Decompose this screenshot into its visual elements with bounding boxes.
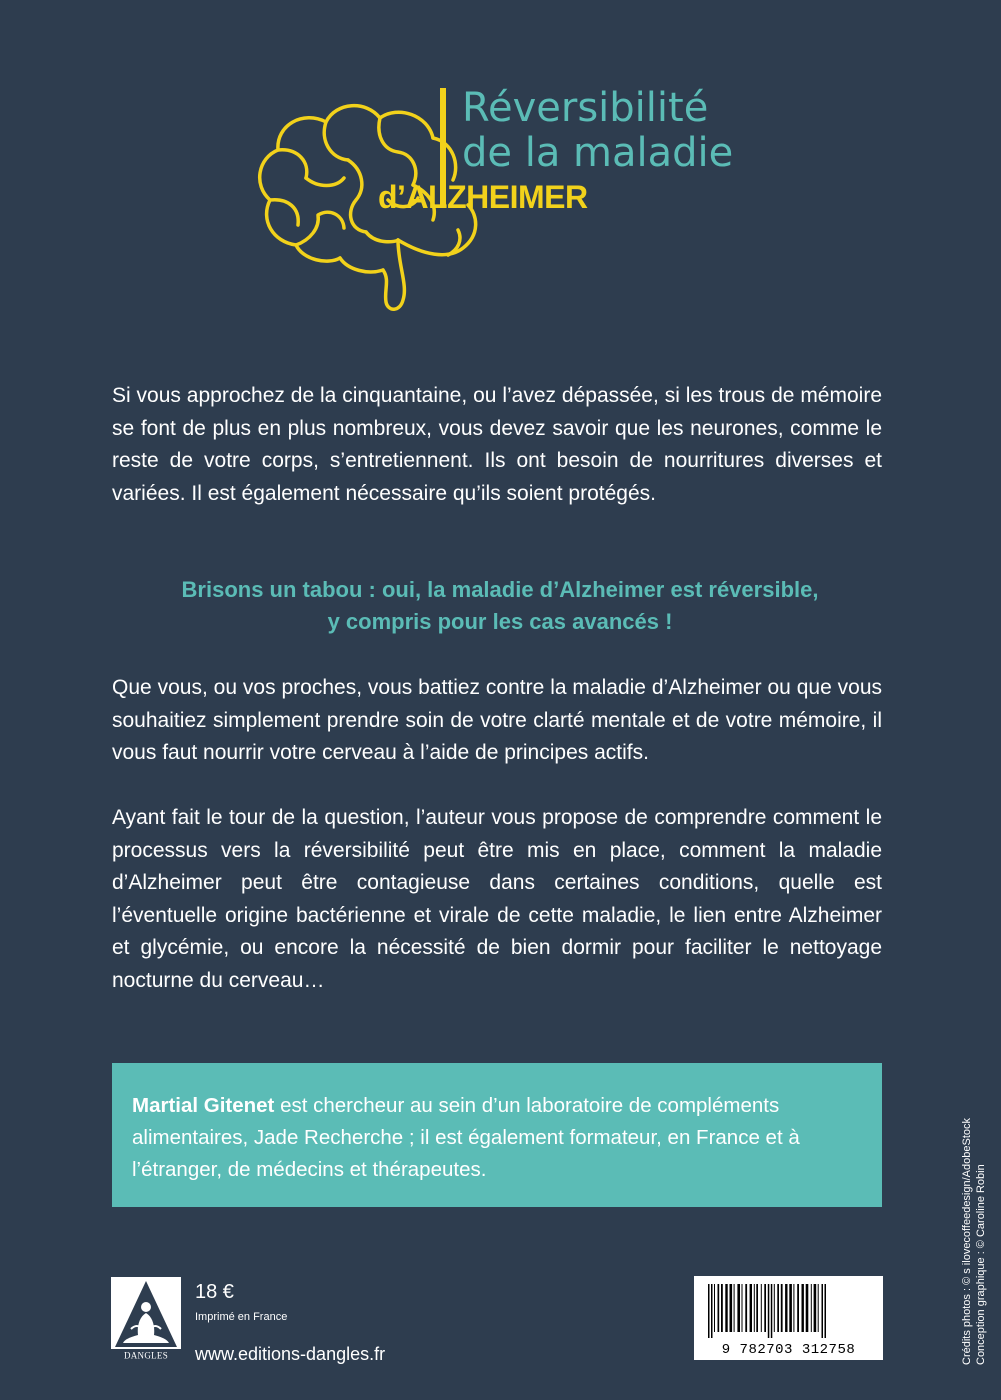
barcode-bar [789,1284,792,1332]
barcode-bar [814,1284,817,1332]
barcode-bar [745,1284,747,1332]
barcode-bar [825,1284,827,1338]
barcode-bar [714,1284,715,1332]
barcode-bar [785,1284,787,1332]
barcode-bars [706,1284,871,1338]
barcode-bar [793,1284,794,1332]
barcode-bar [811,1284,812,1332]
body-paragraph-4: Ayant fait le tour de la question, l’auteur vous propose de comprendre comment le processus vers la réversibilité peut être mis en place, comment la maladie d’Alzheimer peut être contagieuse dans certaines conditions, quelle est l’éventuelle origine bactérienne et virale de cette maladie, le lien entre Alzheimer et glycémie, ou encore la nécessité de bien dormir pour faciliter le nettoyage nocturne du cerveau… [112,806,882,992]
barcode-bar [750,1284,752,1332]
highlight-line-2: y compris pour les cas avancés ! [327,609,673,634]
barcode-bar [818,1284,819,1332]
intro-paragraph: Si vous approchez de la cinquantaine, ou l’avez dépassée, si les trous de mémoire se font de plus en plus nombreux, vous devez savoir que les neurones, comme le reste de votre corps, s’entretiennent. Ils ont besoin de nourritures diverses et variées. Il est également nécessaire qu’ils soient protégés. [112,384,882,505]
barcode-bar [737,1284,740,1332]
author-box [112,1063,882,1207]
barcode-bar [725,1284,727,1332]
barcode-bar [781,1284,783,1332]
barcode-bar [802,1284,804,1332]
barcode-bar [754,1284,755,1332]
title-line-2: de la maladie [462,130,734,176]
barcode-bar [768,1284,770,1338]
barcode-bar [734,1284,735,1332]
price: 18 € [195,1281,234,1303]
printed-in: Imprimé en France [195,1311,288,1323]
author-bio: est chercheur au sein d’un laboratoire de compléments alimentaires, Jade Recherche ; il est également formateur, en France et à l’étranger, de médecins et thérapeutes. [132,1094,800,1181]
credits-photos: Crédits photos : © s ilovecoffeedesign/AdobeStock [961,1118,973,1365]
barcode [694,1276,883,1360]
barcode-bar [774,1284,775,1332]
barcode-bar [756,1284,758,1332]
barcode-bar [708,1284,710,1338]
barcode-bar [711,1284,713,1338]
credits [960,1118,988,1365]
publisher-website: www.editions-dangles.fr [195,1344,386,1364]
dangles-logo-icon [111,1277,181,1361]
author-text [132,1090,862,1186]
barcode-bar [718,1284,720,1332]
barcode-bar [797,1284,799,1332]
credits-design: Conception graphique : © Caroline Robin [975,1164,987,1365]
barcode-bar [777,1284,779,1332]
barcode-bar [721,1284,723,1332]
barcode-bar [730,1284,733,1332]
title-line-3: d’ALZHEIMER [378,179,588,215]
logo-text: DANGLES [123,1350,169,1361]
title-line-1: Réversibilité [462,85,709,131]
barcode-bar [742,1284,743,1332]
highlight-line-1: Brisons un tabou : oui, la maladie d’Alzheimer est réversible, [181,577,819,602]
barcode-bar [764,1284,766,1332]
barcode-bar [806,1284,809,1332]
author-name: Martial Gitenet [132,1094,275,1117]
barcode-bar [761,1284,762,1332]
barcode-bar [822,1284,824,1338]
body-paragraph-3: Que vous, ou vos proches, vous battiez contre la maladie d’Alzheimer ou que vous souhaitiez simplement prendre soin de votre clarté mentale et de votre mémoire, il vous faut nourrir votre cerveau à l’aide de principes actifs. [112,676,882,764]
isbn-number: 9 782703 312758 [721,1342,856,1358]
barcode-bar [771,1284,773,1338]
highlight-statement [112,574,888,638]
